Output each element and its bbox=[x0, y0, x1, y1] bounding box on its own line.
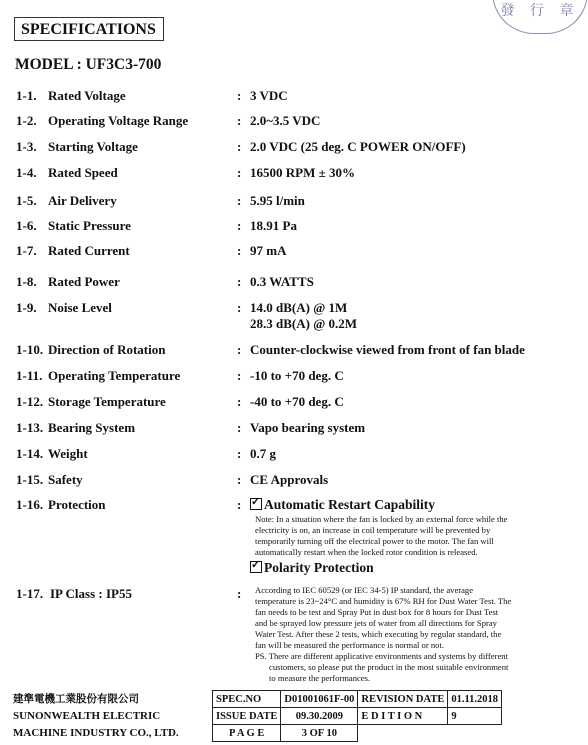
spec-label: Storage Temperature bbox=[48, 394, 166, 409]
spec-value: 16500 RPM ± 30% bbox=[250, 165, 355, 180]
spec-value: 14.0 dB(A) @ 1M bbox=[250, 300, 348, 315]
colon: : bbox=[237, 88, 242, 103]
spec-label: Weight bbox=[48, 446, 88, 461]
note-line: temperature is 23~24°C and humidity is 67% RH for Dust Water Test. The bbox=[255, 596, 512, 606]
spec-number: 1-9. bbox=[16, 300, 37, 315]
note-line: and be sprayed low pressure jets of water from all directions for Spray bbox=[255, 618, 497, 628]
spec-label: IP Class : IP55 bbox=[50, 586, 132, 601]
spec-value: 5.95 l/min bbox=[250, 193, 305, 208]
note-line: to measure the performances. bbox=[269, 673, 371, 683]
spec-value: 18.91 Pa bbox=[250, 218, 297, 233]
spec-number: 1-10. bbox=[16, 342, 44, 357]
spec-number: 1-12. bbox=[16, 394, 44, 409]
spec-number: 1-3. bbox=[16, 139, 37, 154]
spec-label: Protection bbox=[48, 497, 106, 512]
spec-label: Bearing System bbox=[48, 420, 136, 435]
colon: : bbox=[237, 420, 242, 435]
issue-stamp bbox=[492, 0, 588, 34]
note-line: Water Test. After these 2 tests, which executing by regular standard, the bbox=[255, 629, 502, 639]
checkbox-checked-icon bbox=[250, 498, 262, 510]
spec-number: 1-7. bbox=[16, 243, 37, 258]
colon: : bbox=[237, 446, 242, 461]
spec-number: 1-2. bbox=[16, 113, 37, 128]
colon: : bbox=[237, 165, 242, 180]
spec-value: Vapo bearing system bbox=[250, 420, 366, 435]
spec-value-secondary: 28.3 dB(A) @ 0.2M bbox=[250, 316, 358, 331]
page-label: P A G E bbox=[213, 725, 281, 742]
spec-number: 1-13. bbox=[16, 420, 44, 435]
page-value: 3 OF 10 bbox=[281, 725, 358, 742]
company-name-en-2: MACHINE INDUSTRY CO., LTD. bbox=[13, 726, 179, 739]
colon: : bbox=[237, 342, 242, 357]
spec-number: 1-16. bbox=[16, 497, 44, 512]
colon: : bbox=[237, 497, 242, 512]
spec-value: CE Approvals bbox=[250, 472, 329, 487]
note-line: fan needs to be test and Spray Put in dust box for 8 hours for Dust Test bbox=[255, 607, 499, 617]
spec-number: 1-15. bbox=[16, 472, 44, 487]
issue-date-label: ISSUE DATE bbox=[213, 708, 281, 725]
spec-value: 2.0 VDC (25 deg. C POWER ON/OFF) bbox=[250, 139, 466, 154]
spec-label: Direction of Rotation bbox=[48, 342, 166, 357]
spec-label: Rated Current bbox=[48, 243, 130, 258]
spec-value: 97 mA bbox=[250, 243, 287, 258]
colon: : bbox=[237, 472, 242, 487]
revision-date-label: REVISION DATE bbox=[358, 691, 448, 708]
colon: : bbox=[237, 218, 242, 233]
spec-number: 1-5. bbox=[16, 193, 37, 208]
spec-label: Rated Power bbox=[48, 274, 120, 289]
spec-number: 1-8. bbox=[16, 274, 37, 289]
spec-value bbox=[250, 497, 435, 513]
company-name-cn: 建準電機工業股份有限公司 bbox=[13, 693, 139, 705]
spec-number: 1-14. bbox=[16, 446, 44, 461]
footer-table bbox=[10, 690, 502, 742]
revision-date-value: 01.11.2018 bbox=[448, 691, 502, 708]
spec-number: 1-6. bbox=[16, 218, 37, 233]
spec-number: 1-11. bbox=[16, 368, 43, 383]
spec-value: 0.7 g bbox=[250, 446, 276, 461]
note-line: customers, so please put the product in the most suitable environment bbox=[269, 662, 509, 672]
spec-no-label: SPEC.NO bbox=[213, 691, 281, 708]
note-line: temporarily turning off the electrical power to the motor. The fan will bbox=[255, 536, 494, 546]
page-title: SPECIFICATIONS bbox=[14, 17, 164, 41]
ip-note bbox=[255, 585, 553, 684]
auto-restart-label: Automatic Restart Capability bbox=[264, 497, 435, 512]
spec-label: Rated Speed bbox=[48, 165, 118, 180]
protection-note bbox=[255, 514, 553, 558]
edition-label: E D I T I O N bbox=[358, 708, 448, 725]
polarity-label: Polarity Protection bbox=[264, 560, 374, 575]
spec-label: Starting Voltage bbox=[48, 139, 138, 154]
colon: : bbox=[237, 368, 242, 383]
polarity-protection bbox=[250, 560, 374, 576]
spec-number: 1-1. bbox=[16, 88, 37, 103]
spec-label: Safety bbox=[48, 472, 83, 487]
note-line: fan will be measured the performance is normal or not. bbox=[255, 640, 444, 650]
spec-label: Static Pressure bbox=[48, 218, 131, 233]
colon: : bbox=[237, 139, 242, 154]
spec-value: 0.3 WATTS bbox=[250, 274, 314, 289]
spec-label: Operating Temperature bbox=[48, 368, 181, 383]
spec-value: 2.0~3.5 VDC bbox=[250, 113, 321, 128]
note-line: According to IEC 60529 (or IEC 34-5) IP standard, the average bbox=[255, 585, 474, 595]
issue-date-value: 09.30.2009 bbox=[281, 708, 358, 725]
edition-value: 9 bbox=[448, 708, 502, 725]
spec-value: -10 to +70 deg. C bbox=[250, 368, 344, 383]
spec-value: -40 to +70 deg. C bbox=[250, 394, 344, 409]
note-line: Note: In a situation where the fan is locked by an external force while the bbox=[255, 514, 508, 524]
spec-label: Noise Level bbox=[48, 300, 112, 315]
colon: : bbox=[237, 274, 242, 289]
colon: : bbox=[237, 394, 242, 409]
spec-value: Counter-clockwise viewed from front of fan blade bbox=[250, 342, 525, 357]
note-line: automatically restart when the locked rotor condition is released. bbox=[255, 547, 478, 557]
spec-number: 1-4. bbox=[16, 165, 37, 180]
note-line: PS. There are different applicative environments and systems by different bbox=[255, 651, 508, 661]
colon: : bbox=[237, 113, 242, 128]
colon: : bbox=[237, 300, 242, 315]
stamp-text: 發 行 章 bbox=[500, 4, 580, 19]
note-line: electricity is on, an increase in coil temperature will be prevented by bbox=[255, 525, 491, 535]
spec-label: Operating Voltage Range bbox=[48, 113, 189, 128]
spec-no-value: D01001061F-00 bbox=[281, 691, 358, 708]
spec-label: Rated Voltage bbox=[48, 88, 126, 103]
colon: : bbox=[237, 193, 242, 208]
colon: : bbox=[237, 586, 242, 601]
checkbox-checked-icon bbox=[250, 561, 262, 573]
spec-label: Air Delivery bbox=[48, 193, 117, 208]
spec-value: 3 VDC bbox=[250, 88, 288, 103]
spec-number: 1-17. bbox=[16, 586, 44, 601]
model-number: MODEL : UF3C3-700 bbox=[15, 56, 162, 73]
company-name-en-1: SUNONWEALTH ELECTRIC bbox=[13, 709, 161, 722]
colon: : bbox=[237, 243, 242, 258]
